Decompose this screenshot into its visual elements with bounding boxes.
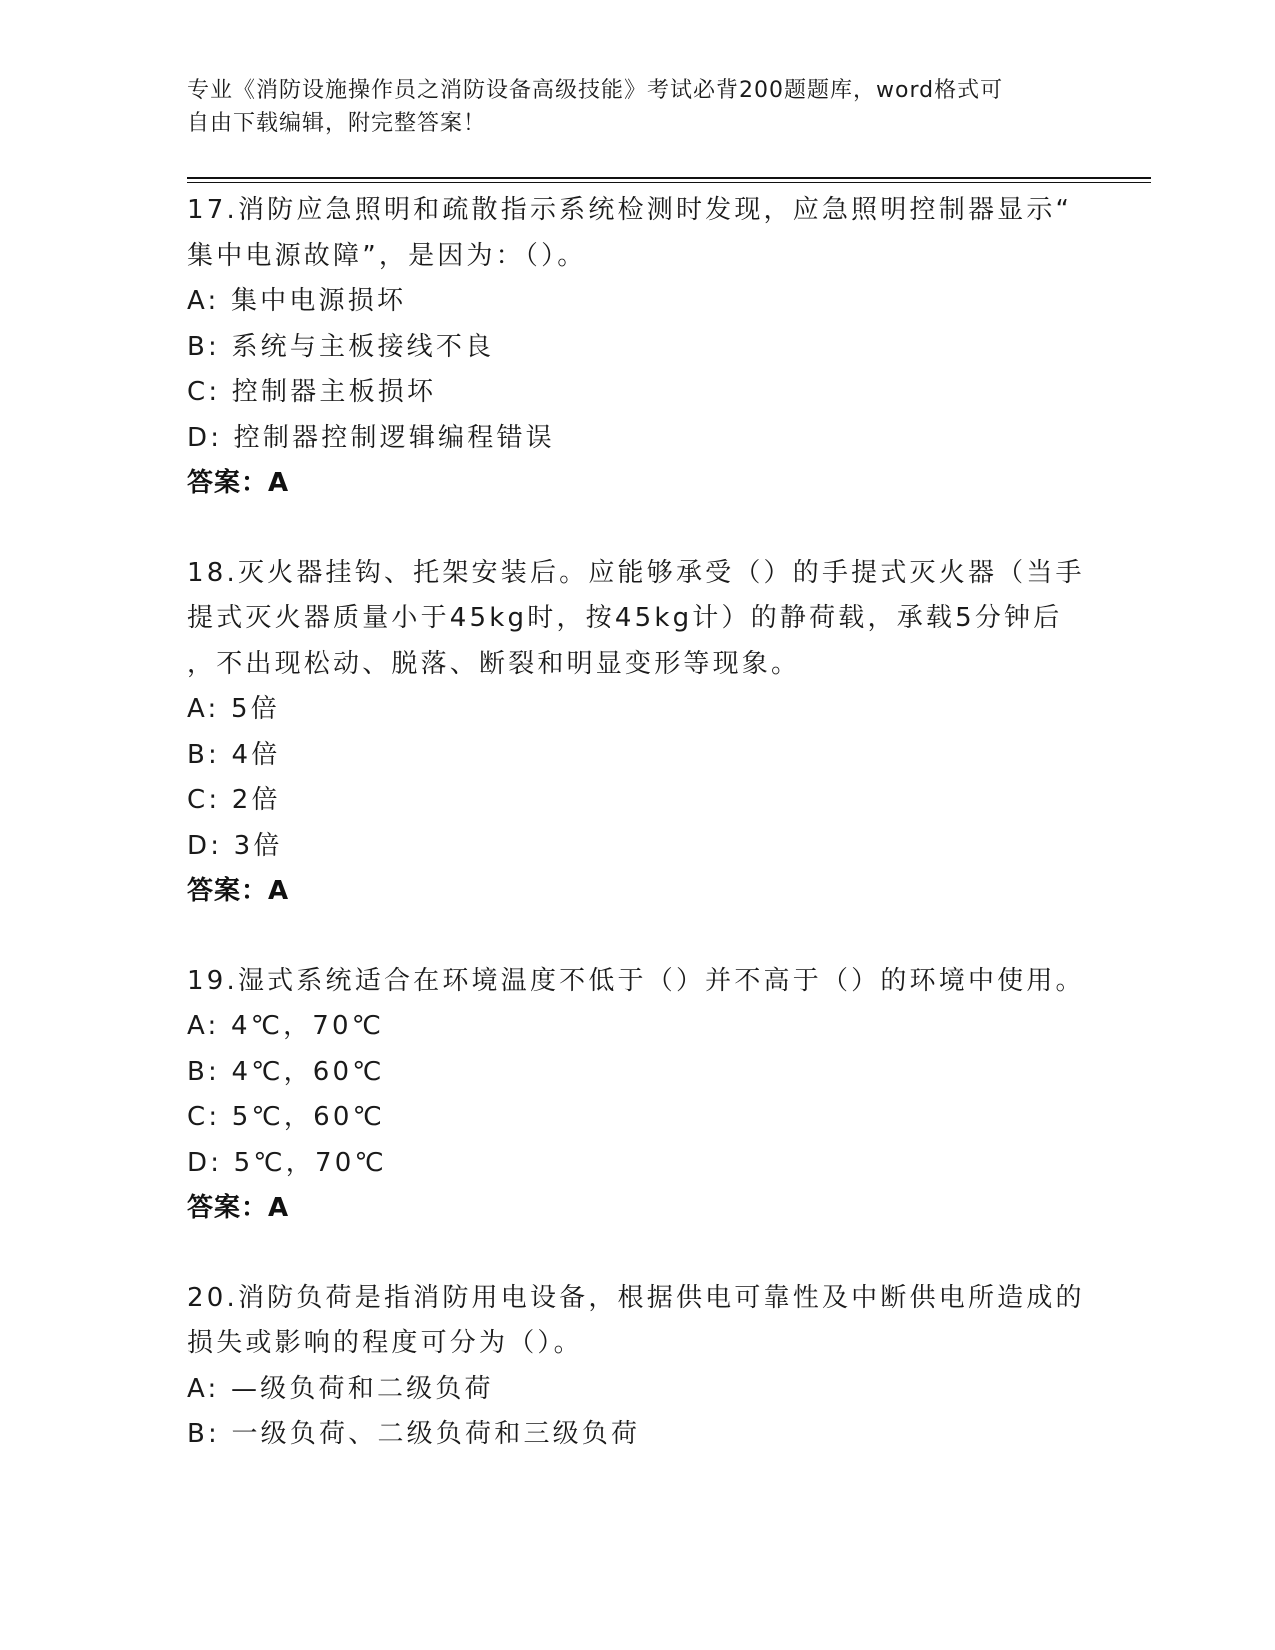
answer-label: 答案：A [187, 1193, 290, 1223]
question-text-line: 集中电源故障”，是因为：（）。 [187, 240, 587, 271]
option-d: D: 控制器控制逻辑编程错误 [187, 422, 555, 453]
question-text-line: ，不出现松动、脱落、断裂和明显变形等现象。 [187, 648, 801, 679]
option-b: B: 4倍 [187, 739, 281, 770]
question-18 [187, 551, 1087, 915]
option-d: D: 3倍 [187, 830, 283, 861]
question-text-line: 19.湿式系统适合在环境温度不低于（）并不高于（）的环境中使用。 [187, 965, 1085, 996]
option-b: B: 4℃，60℃ [187, 1056, 385, 1087]
question-17 [187, 188, 1087, 507]
question-text-line: 损失或影响的程度可分为（）。 [187, 1328, 583, 1358]
question-text-line: 20.消防负荷是指消防用电设备，根据供电可靠性及中断供电所造成的 [187, 1282, 1085, 1313]
question-text-line: 18.灭火器挂钩、托架安装后。应能够承受（）的手提式灭火器（当手 [187, 557, 1085, 588]
option-c: C: 2倍 [187, 785, 281, 815]
question-text-line: 提式灭火器质量小于45kg时，按45kg计）的静荷载，承载5分钟后 [187, 603, 1063, 633]
question-list [187, 188, 1087, 1458]
option-a: A: 4℃，70℃ [187, 1011, 385, 1041]
option-b: B: 一级负荷、二级负荷和三级负荷 [187, 1419, 641, 1449]
answer-label: 答案：A [187, 876, 290, 906]
header-line-1: 专业《消防设施操作员之消防设备高级技能》考试必背200题题库，word格式可 [187, 78, 1004, 103]
question-text-line: 17.消防应急照明和疏散指示系统检测时发现，应急照明控制器显示“ [187, 195, 1073, 225]
option-a: A: 集中电源损坏 [187, 286, 407, 316]
option-c: C: 控制器主板损坏 [187, 377, 437, 407]
document-header [187, 74, 1067, 140]
option-c: C: 5℃，60℃ [187, 1102, 386, 1132]
option-a: A: 5倍 [187, 694, 280, 724]
option-d: D: 5℃，70℃ [187, 1147, 387, 1178]
question-19 [187, 959, 1087, 1232]
header-divider-thin [187, 182, 1151, 183]
header-line-2: 自由下载编辑，附完整答案！ [187, 111, 487, 136]
question-20 [187, 1276, 1087, 1458]
option-a: A: —级负荷和二级负荷 [187, 1373, 494, 1404]
option-b: B: 系统与主板接线不良 [187, 331, 495, 362]
answer-label: 答案：A [187, 468, 290, 498]
header-divider-thick [187, 177, 1151, 179]
